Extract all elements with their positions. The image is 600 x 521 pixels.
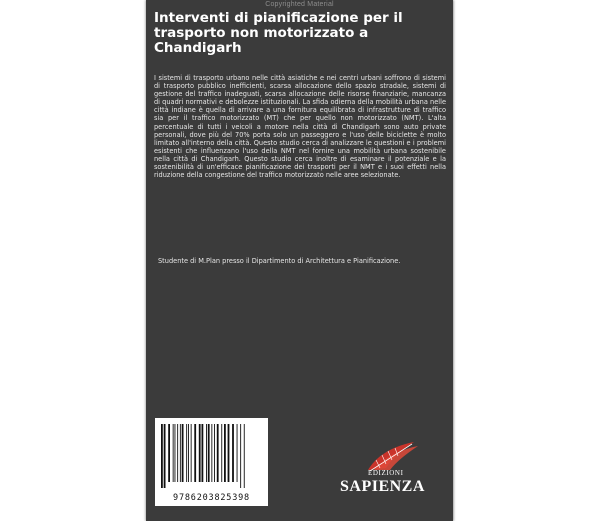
barcode-bar bbox=[182, 424, 184, 482]
isbn-number: 9786203825398 bbox=[173, 493, 250, 503]
barcode-bar bbox=[240, 424, 241, 488]
watermark: Copyrighted Material bbox=[265, 1, 334, 8]
barcode-bar bbox=[177, 424, 178, 482]
publisher-line1: EDIZIONI bbox=[368, 469, 404, 477]
barcode-bar bbox=[180, 424, 181, 482]
barcode-bar bbox=[191, 424, 192, 482]
barcode-bar bbox=[224, 424, 226, 482]
barcode-bar bbox=[202, 424, 204, 482]
barcode-bar bbox=[237, 424, 238, 482]
barcode-bar bbox=[161, 424, 163, 488]
isbn-barcode bbox=[155, 418, 268, 506]
barcode-bar bbox=[188, 424, 189, 482]
barcode-bar bbox=[232, 424, 234, 482]
barcode-bar bbox=[175, 424, 176, 482]
barcode-bar bbox=[211, 424, 212, 482]
publisher-logo bbox=[332, 440, 442, 512]
barcode-bar bbox=[173, 424, 174, 482]
barcode-bar bbox=[244, 424, 245, 488]
barcode-bar bbox=[186, 424, 187, 482]
barcode-bar bbox=[208, 424, 210, 482]
barcode-bar bbox=[221, 424, 222, 482]
barcode-bars bbox=[159, 424, 264, 490]
barcode-bar bbox=[194, 424, 196, 482]
book-abstract: I sistemi di trasporto urbano nelle città asiatiche e nei centri urbani soffrono di sistemi di trasporto pubblico inefficienti, scarsa allocazione dello spazio stradale, sistemi di gestione del traffico inadeguati, scarsa allocazione delle risorse finanziarie, mancanza di quadri normativi e debolezze istituzionali. La sfida odierna della mobilità urbana nelle città indiane è quella di arrivare a una fornitura equilibrata di infrastrutture di traffico sia per il traffico motorizzato (MT) che per quello non motorizzato (NMT). L'alta percentuale di tutti i veicoli a motore nella città di Chandigarh sono auto private personali, dove più del 70% porta solo un passeggero e l'uso delle biciclette è molto limitato all'interno della città. Questo studio cerca di analizzare le questioni e i problemi esistenti che influenzano l'uso della NMT nel fornire una mobilità urbana sostenibile nella città di Chandigarh. Questo studio cerca inoltre di esaminare il potenziale e la sostenibilità di un'efficace pianificazione dei trasporti per il NMT e i suoi effetti nella riduzione della congestione del traffico motorizzato nelle aree selezionate. bbox=[154, 74, 446, 180]
book-back-cover bbox=[146, 0, 453, 521]
barcode-bar bbox=[214, 424, 215, 482]
barcode-bar bbox=[206, 424, 207, 482]
barcode-bar bbox=[164, 424, 166, 488]
barcode-bar bbox=[228, 424, 230, 482]
author-bio: Studente di M.Plan presso il Dipartimento di Architettura e Pianificazione. bbox=[158, 257, 401, 265]
barcode-bar bbox=[199, 424, 201, 482]
barcode-bar bbox=[168, 424, 170, 482]
feather-quill-icon bbox=[340, 440, 430, 472]
book-title: Interventi di pianificazione per il trasporto non motorizzato a Chandigarh bbox=[154, 10, 403, 56]
barcode-bar bbox=[217, 424, 219, 482]
publisher-name: SAPIENZA bbox=[340, 478, 425, 495]
